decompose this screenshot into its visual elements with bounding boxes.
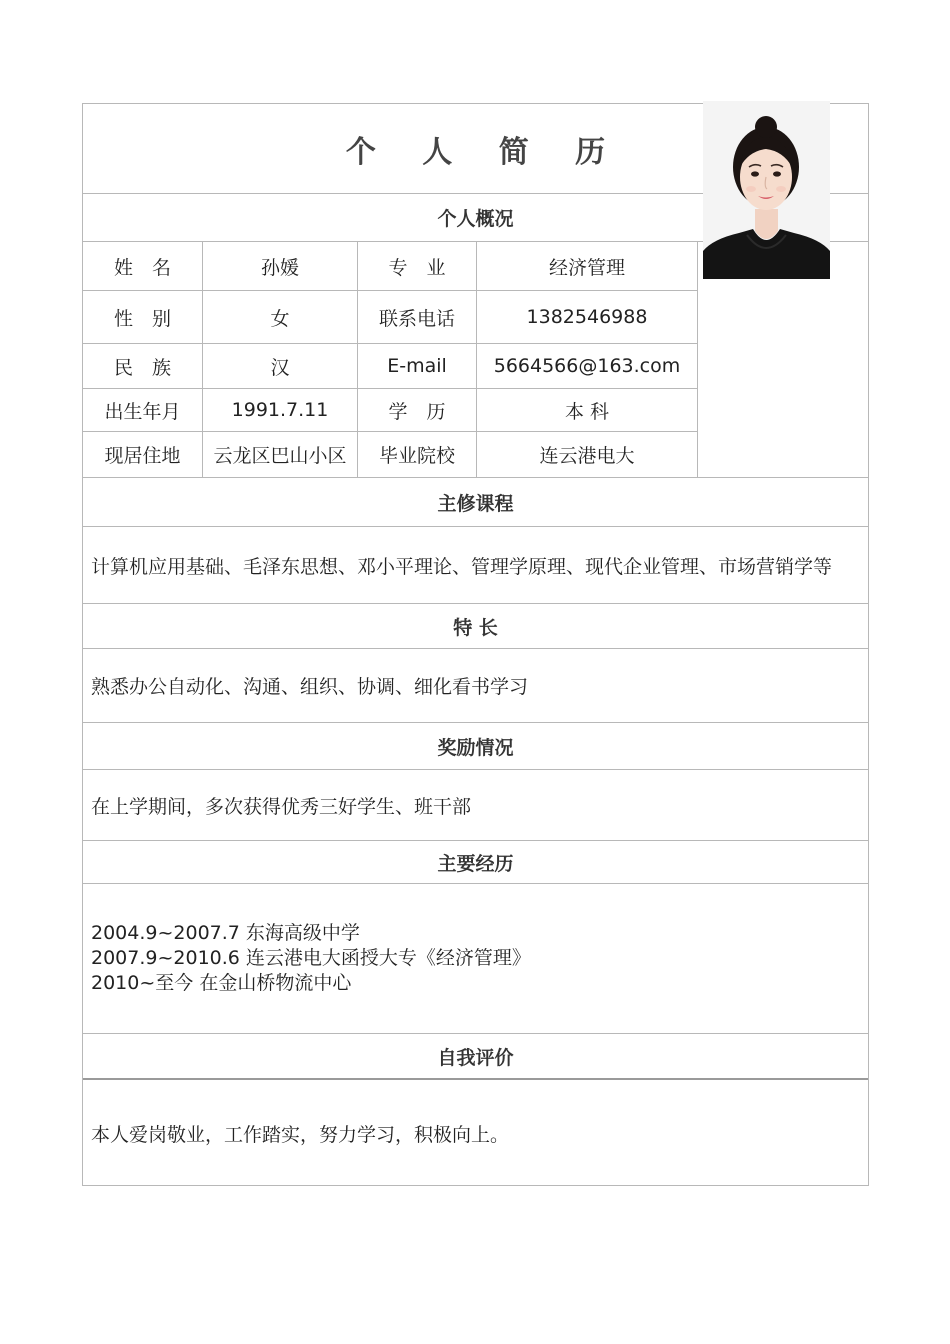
skills-text: 熟悉办公自动化、沟通、组织、协调、细化看书学习 <box>91 676 529 698</box>
phone-value: 1382546988 <box>526 306 648 328</box>
section-title-experience: 主要经历 <box>437 852 514 875</box>
birth-value: 1991.7.11 <box>231 399 329 421</box>
education-label: 学 历 <box>388 400 446 423</box>
divider <box>697 241 698 477</box>
address-value: 云龙区巴山小区 <box>213 445 347 467</box>
address-label: 现居住地 <box>104 445 181 467</box>
major-label: 专 业 <box>388 256 446 279</box>
experience-list <box>91 921 861 996</box>
school-label: 毕业院校 <box>378 445 455 467</box>
ethnicity-value: 汉 <box>270 356 290 379</box>
self-eval-text: 本人爱岗敬业，工作踏实，努力学习，积极向上。 <box>91 1123 510 1146</box>
email-label: E-mail <box>387 355 447 377</box>
gender-label: 性 别 <box>113 307 171 330</box>
major-value: 经济管理 <box>548 256 625 279</box>
gender-value: 女 <box>270 307 290 330</box>
ethnicity-label: 民 族 <box>113 356 171 379</box>
awards-text: 在上学期间，多次获得优秀三好学生、班干部 <box>91 795 472 818</box>
experience-item: 2007.9~2010.6 连云港电大函授大专《经济管理》 <box>91 947 531 969</box>
resume-title: 个 人 简 历 <box>345 134 624 170</box>
section-title-awards: 奖励情况 <box>437 736 514 759</box>
experience-item: 2010~至今 在金山桥物流中心 <box>91 972 352 994</box>
portrait-photo <box>703 101 830 279</box>
divider <box>83 883 868 884</box>
experience-item: 2004.9~2007.7 东海高级中学 <box>91 922 360 944</box>
section-title-self-eval: 自我评价 <box>437 1046 514 1069</box>
education-value: 本 科 <box>564 400 610 423</box>
section-title-skills: 特 长 <box>453 616 498 639</box>
portrait-icon <box>703 101 830 279</box>
name-label: 姓 名 <box>113 256 171 279</box>
school-value: 连云港电大 <box>539 445 635 467</box>
section-title-courses: 主修课程 <box>437 492 514 515</box>
email-value: 5664566@163.com <box>493 355 681 377</box>
name-value: 孙媛 <box>260 256 299 279</box>
section-title-overview: 个人概况 <box>437 208 514 230</box>
phone-label: 联系电话 <box>378 307 455 330</box>
birth-label: 出生年月 <box>104 400 181 423</box>
courses-text: 计算机应用基础、毛泽东思想、邓小平理论、管理学原理、现代企业管理、市场营销学等 <box>91 555 833 578</box>
